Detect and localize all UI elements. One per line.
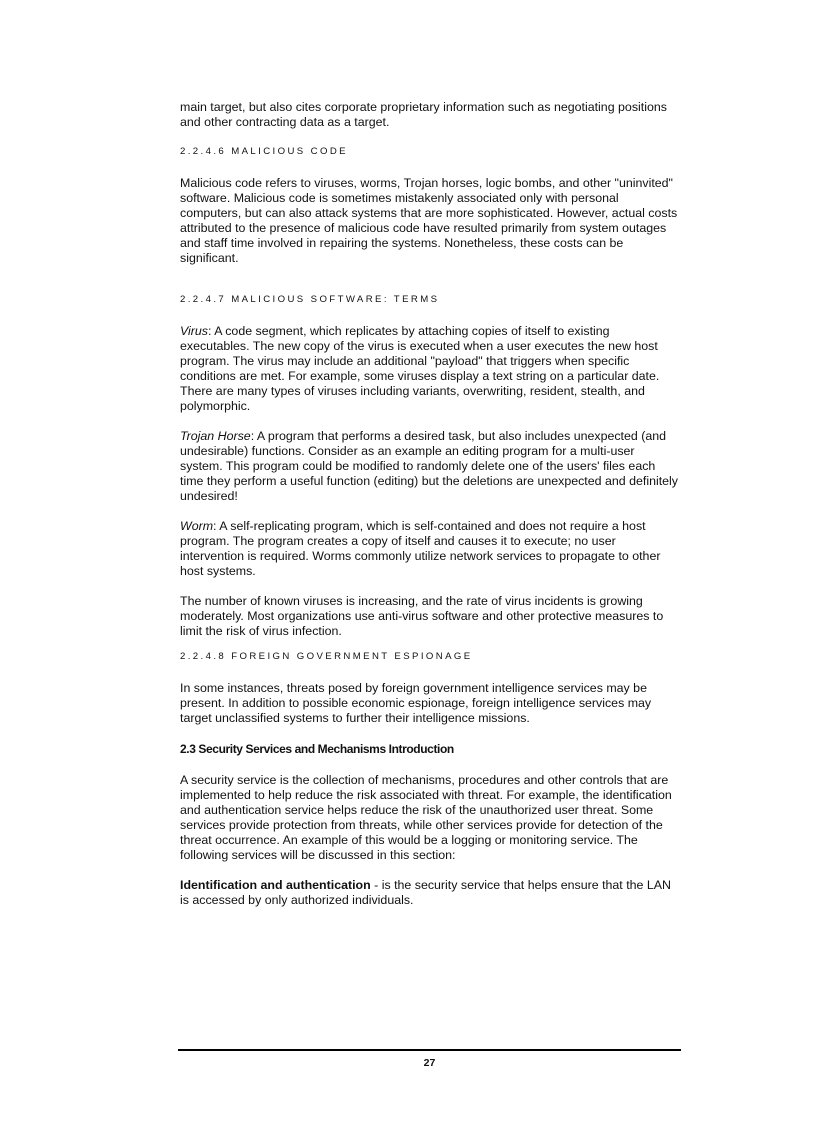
worm-term: Worm: [180, 519, 214, 533]
worm-text: : A self-replicating program, which is self-contained and does not require a host program. The program creates a copy of itself and causes it to execute; no user intervention is required. Worms commonly utilize network services to propagate to other host systems.: [180, 519, 661, 578]
identification-authentication-paragraph: [180, 878, 680, 908]
virus-definition: [180, 324, 680, 414]
document-page: [180, 100, 680, 923]
trojan-term: Trojan Horse: [180, 429, 251, 443]
page-number: 27: [423, 1057, 436, 1069]
intro-paragraph: main target, but also cites corporate proprietary information such as negotiating positions and other contracting data as a target.: [180, 100, 667, 129]
footer-rule: [178, 1049, 681, 1051]
virus-incidents-paragraph: The number of known viruses is increasing, and the rate of virus incidents is growing moderately. Most organizations use anti-virus software and other protective measures to limit the risk of virus infection.: [180, 594, 664, 638]
heading-2-2-4-8: 2.2.4.8 FOREIGN GOVERNMENT ESPIONAGE: [180, 651, 473, 662]
virus-text: : A code segment, which replicates by attaching copies of itself to existing executables. The new copy of the virus is executed when a user executes the new host program. The virus may include an additional "payload" that triggers when specific conditions are met. For example, some viruses display a text string on a particular date. There are many types of viruses including variants, overwriting, resident, stealth, and polymorphic.: [180, 324, 660, 413]
security-service-paragraph: A security service is the collection of mechanisms, procedures and other controls that are implemented to help reduce the risk associated with threat. For example, the identification and authentication service helps reduce the risk of the unauthorized user threat. Some services provide protection from threats, while other services provide for detection of the threat occurrence. An example of this would be a logging or monitoring service. The following services will be discussed in this section:: [180, 773, 672, 862]
section-title-2-3: 2.3 Security Services and Mechanisms Introduction: [180, 742, 454, 756]
trojan-definition: [180, 429, 680, 504]
espionage-paragraph: In some instances, threats posed by foreign government intelligence services may be present. In addition to possible economic espionage, foreign intelligence services may target unclassified systems to further their intelligence missions.: [180, 681, 652, 725]
worm-definition: [180, 519, 680, 579]
malicious-code-paragraph: Malicious code refers to viruses, worms, Trojan horses, logic bombs, and other "uninvited" software. Malicious code is sometimes mistakenly associated only with personal computers, but can also attack systems that are more sophisticated. However, actual costs attributed to the presence of malicious code have resulted primarily from system outages and staff time involved in repairing the systems. Nonetheless, these costs can be significant.: [180, 176, 678, 265]
ia-term: Identification and authentication: [180, 878, 371, 892]
heading-2-2-4-7: 2.2.4.7 MALICIOUS SOFTWARE: TERMS: [180, 294, 440, 305]
virus-term: Virus: [180, 324, 209, 338]
ia-text: - is the security service that helps ensure that the LAN is accessed by only authorized individuals.: [180, 878, 671, 907]
trojan-text: : A program that performs a desired task, but also includes unexpected (and undesirable) functions. Consider as an example an editing program for a multi-user system. This program could be modified to randomly delete one of the users' files each time they perform a useful function (editing) but the deletions are unexpected and definitely undesired!: [180, 429, 678, 503]
heading-2-2-4-6: 2.2.4.6 MALICIOUS CODE: [180, 146, 348, 157]
